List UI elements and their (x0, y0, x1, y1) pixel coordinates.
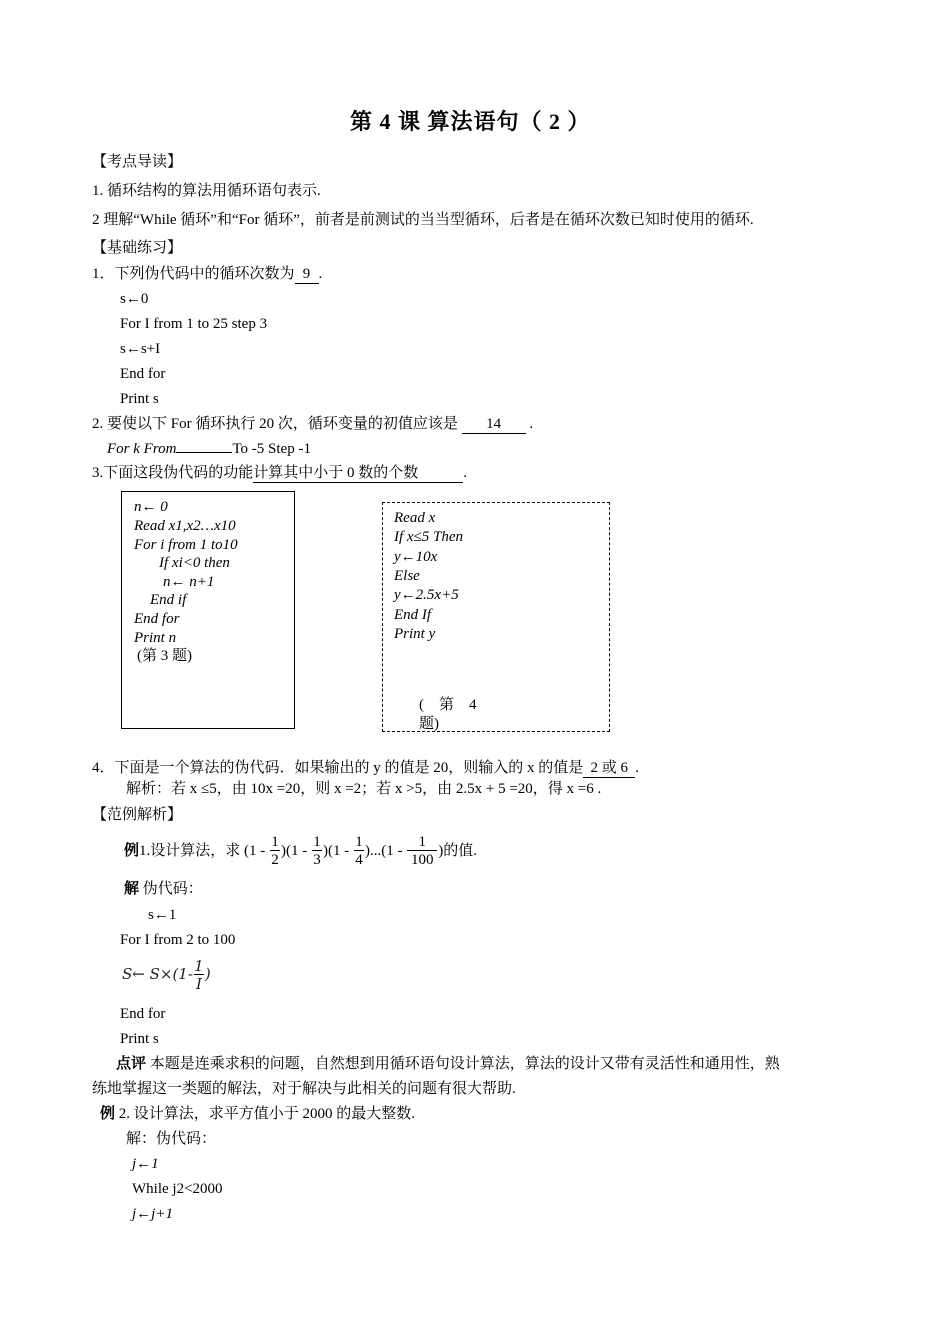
fraction (194, 958, 204, 993)
question-2-prefix: 2. 要使以下 For 循环执行 20 次，循环变量的初值应该是 (92, 416, 462, 432)
fraction-numerator: 1 (418, 834, 427, 851)
example-1-label: 例 (124, 843, 140, 859)
solution-text: 伪代码： (139, 881, 203, 897)
fraction-numerator: 1 (271, 834, 279, 851)
q3-box-line: If xi<0 then (159, 555, 230, 571)
q4-box-line: If x≤5 Then (394, 529, 464, 545)
q3-box-line: End for (134, 611, 180, 627)
section-guide-heading: 【考点导读】 (92, 154, 183, 170)
ex2-code-line: j←1 (132, 1156, 159, 1172)
fraction-numerator: 1 (313, 834, 321, 851)
q3-box-line: End if (150, 592, 187, 608)
question-3-prefix: 3.下面这段伪代码的功能 (92, 465, 254, 481)
question-1-suffix: . (318, 266, 323, 282)
fraction-denominator: 4 (355, 852, 363, 869)
section-basic-heading: 【基础练习】 (92, 240, 183, 256)
ex1-code-line: s←1 (148, 907, 177, 923)
question-2-suffix: . (525, 416, 534, 432)
q1-code-line: s←0 (120, 291, 149, 307)
q1-code-line: End for (120, 366, 166, 382)
comment-line-2: 练地掌握这一类题的解法，对于解决与此相关的问题有很大帮助. (92, 1081, 516, 1097)
section-example-heading: 【范例解析】 (92, 807, 183, 823)
example-2-solution: 解：伪代码： (126, 1131, 217, 1147)
question-4-analysis: 解析：若 x ≤5，由 10x =20，则 x =2；若 x >5，由 2.5x + 5 =20，得 x =6 . (126, 781, 602, 797)
comment-line-1: 本题是连乘求积的问题，自然想到用循环语句设计算法，算法的设计又带有灵活性和通用性，熟 (146, 1056, 780, 1072)
q2-code-part-a: For k From (107, 441, 177, 457)
q3-box-line: n← 0 (134, 499, 168, 515)
q4-box-line: Read x (394, 510, 436, 526)
q4-box-line: Else (394, 568, 420, 584)
ex2-code-line: j←j+1 (132, 1206, 173, 1222)
q3-box-line: For i from 1 to10 (134, 537, 238, 553)
fraction-denominator: 3 (313, 852, 321, 869)
question-2 (92, 414, 533, 434)
question-3-answer: 计算其中小于 0 数的个数 (253, 465, 463, 483)
ex1-code-line: End for (120, 1006, 166, 1022)
example-1-solution (124, 879, 203, 899)
question-4 (92, 758, 639, 778)
example-1-text-end: 的值. (443, 843, 478, 859)
q3-box-caption: (第 3 题) (137, 648, 192, 664)
example-2-label: 例 (100, 1106, 116, 1122)
question-3-suffix: . (463, 465, 468, 481)
fraction (407, 834, 437, 869)
fraction (354, 834, 364, 869)
example-2-text: 2. 设计算法，求平方值小于 2000 的最大整数. (115, 1106, 416, 1122)
page-title: 第 4 课 算法语句（ 2 ） (350, 109, 591, 134)
q2-code-blank (176, 452, 232, 453)
q3-box-line: n← n+1 (163, 574, 215, 590)
product-expression: (1 - $\frac{1}{2}$ )(1 - $\frac{1}{3}$ )(1 - $\frac{1}{4}$ )...(1 - $\frac{1}{100}$ ) (244, 834, 444, 869)
q1-code-line: s←s+I (120, 341, 161, 357)
q1-code-line: Print s (120, 391, 159, 407)
q3-box-line: Print n (134, 630, 177, 646)
q2-code-part-b: To -5 Step -1 (232, 441, 311, 457)
fraction (270, 834, 280, 869)
q4-box-line: y←10x (394, 549, 438, 565)
comment (116, 1054, 780, 1074)
question-4-suffix: . (635, 760, 640, 776)
example-2 (100, 1104, 415, 1124)
solution-label: 解 (124, 881, 140, 897)
question-4-prefix: 4．下面是一个算法的伪代码．如果输出的 y 的值是 20，则输入的 x 的值是 (92, 760, 584, 776)
guide-item-1: 1. 循环结构的算法用循环语句表示. (92, 183, 321, 199)
q4-box-line: End If (394, 607, 432, 623)
ex1-formula (122, 954, 211, 1000)
ex1-code-line: For I from 2 to 100 (120, 932, 236, 948)
q4-code-box (382, 502, 610, 732)
q3-code-box (121, 491, 295, 729)
q4-box-caption: 题) (419, 716, 439, 732)
fraction-numerator: 1 (194, 957, 204, 976)
ex2-code-line: While j2<2000 (132, 1181, 223, 1197)
fraction-denominator: I (195, 975, 202, 994)
q3-box-line: Read x1,x2…x10 (134, 518, 236, 534)
example-1-text: 1.设计算法，求 (139, 843, 241, 859)
q4-box-caption: ( 第 4 (419, 697, 477, 713)
question-4-answer: 2 或 6 (583, 760, 635, 778)
ex1-code-line: Print s (120, 1031, 159, 1047)
formula-left: S← S×(1- (122, 965, 193, 983)
fraction (312, 834, 322, 869)
question-2-answer: 14 (462, 416, 526, 434)
q1-code-line: For I from 1 to 25 step 3 (120, 316, 268, 332)
example-1 (124, 832, 477, 872)
fraction-denominator: 2 (271, 852, 279, 869)
question-1-prefix: 1．下列伪代码中的循环次数为 (92, 266, 295, 282)
q4-box-line: Print y (394, 626, 436, 642)
q2-code (107, 439, 311, 459)
fraction-numerator: 1 (355, 834, 363, 851)
comment-label: 点评 (116, 1056, 147, 1072)
q4-box-line: y←2.5x+5 (394, 587, 459, 603)
guide-item-2: 2 理解“While 循环”和“For 循环”，前者是前测试的当当型循环，后者是在循环次数已知时使用的循环. (92, 212, 754, 228)
fraction-denominator: 100 (411, 852, 434, 869)
question-3 (92, 463, 467, 483)
question-1 (92, 264, 322, 284)
question-1-answer: 9 (295, 266, 319, 284)
formula-right: ) (204, 965, 211, 983)
